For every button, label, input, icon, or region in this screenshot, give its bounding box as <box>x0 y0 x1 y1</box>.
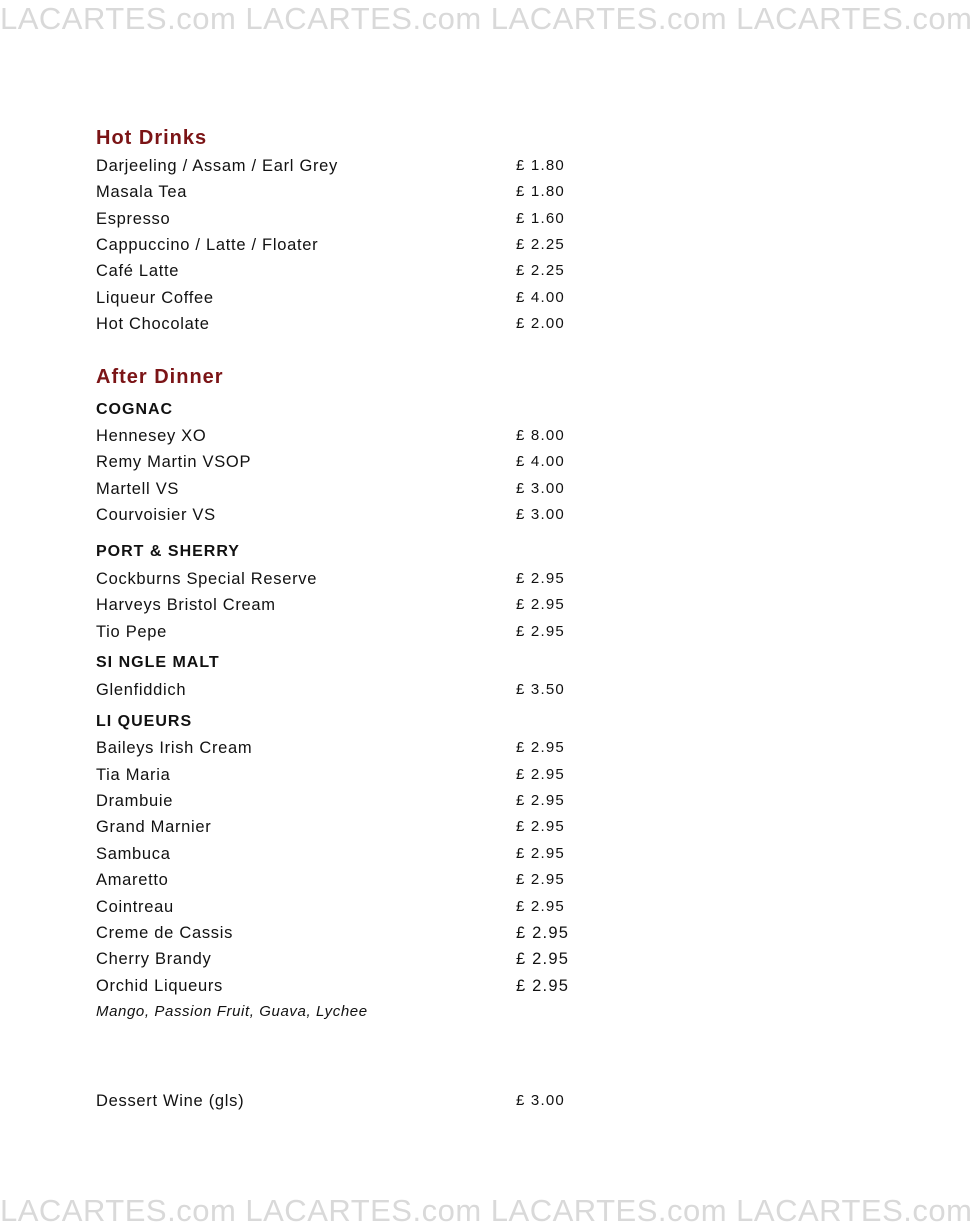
menu-item-name: Glenfiddich <box>96 681 187 699</box>
menu-item <box>96 975 596 997</box>
menu-item-price: £ 2.95 <box>516 924 570 942</box>
menu-item-price: £ 8.00 <box>516 427 565 444</box>
port-sherry-heading: PORT & SHERRY <box>96 543 240 560</box>
menu-item-price: £ 4.00 <box>516 453 565 470</box>
menu-item-name: Grand Marnier <box>96 818 212 836</box>
menu-item-price: £ 2.95 <box>516 871 565 888</box>
menu-item-price: £ 2.95 <box>516 792 565 809</box>
menu-item-name: Espresso <box>96 210 171 228</box>
menu-item-name: Sambuca <box>96 845 171 863</box>
menu-item <box>96 843 596 865</box>
menu-item-name: Cappuccino / Latte / Floater <box>96 236 319 254</box>
menu-item-price: £ 2.25 <box>516 262 565 279</box>
menu-item-price: £ 4.00 <box>516 289 565 306</box>
menu-item-name: Remy Martin VSOP <box>96 453 252 471</box>
menu-item-name: Martell VS <box>96 480 180 498</box>
menu-item-name: Baileys Irish Cream <box>96 739 253 757</box>
menu-item <box>96 896 596 918</box>
menu-item-price: £ 2.95 <box>516 845 565 862</box>
menu-item <box>96 816 596 838</box>
cognac-heading: COGNAC <box>96 401 174 418</box>
menu-item-price: £ 3.00 <box>516 480 565 497</box>
menu-item <box>96 504 596 526</box>
menu-item <box>96 181 596 203</box>
menu-item-name: Masala Tea <box>96 183 188 201</box>
menu-item-price: £ 2.95 <box>516 766 565 783</box>
menu-item <box>96 234 596 256</box>
menu-item-price: £ 2.95 <box>516 898 565 915</box>
menu-item-name: Orchid Liqueurs <box>96 977 223 995</box>
menu-item-name: Darjeeling / Assam / Earl Grey <box>96 157 338 175</box>
menu-item <box>96 922 596 944</box>
watermark-bottom: LACARTES.com LACARTES.com LACARTES.com LACARTES.com <box>0 1193 972 1228</box>
menu-item-name: Café Latte <box>96 262 180 280</box>
menu-item-price: £ 2.00 <box>516 315 565 332</box>
menu-item-name: Hot Chocolate <box>96 315 210 333</box>
menu-item <box>96 313 596 335</box>
menu-item-name: Courvoisier VS <box>96 506 216 524</box>
menu-item <box>96 679 596 701</box>
menu-item-name: Hennesey XO <box>96 427 207 445</box>
menu-item <box>96 208 596 230</box>
menu-item <box>96 478 596 500</box>
menu-item-name: Liqueur Coffee <box>96 289 214 307</box>
menu-item-price: £ 2.25 <box>516 236 565 253</box>
menu-item-name: Creme de Cassis <box>96 924 234 942</box>
menu-item <box>96 287 596 309</box>
menu-item <box>96 155 596 177</box>
menu-item <box>96 451 596 473</box>
menu-item <box>96 1090 596 1112</box>
menu-item-name: Dessert Wine (gls) <box>96 1092 245 1110</box>
menu-item-name: Amaretto <box>96 871 169 889</box>
menu-item-price: £ 2.95 <box>516 950 570 968</box>
menu-item-price: £ 2.95 <box>516 977 570 995</box>
menu-item-price: £ 2.95 <box>516 570 565 587</box>
menu-item-price: £ 2.95 <box>516 596 565 613</box>
menu-item <box>96 425 596 447</box>
menu-item-price: £ 2.95 <box>516 818 565 835</box>
menu-item-price: £ 3.00 <box>516 506 565 523</box>
liqueurs-heading: LI QUEURS <box>96 713 193 730</box>
menu-item <box>96 869 596 891</box>
menu-item <box>96 568 596 590</box>
menu-item-price: £ 3.00 <box>516 1092 565 1109</box>
menu-item-price: £ 3.50 <box>516 681 565 698</box>
menu-item-name: Drambuie <box>96 792 174 810</box>
menu-item-name: Harveys Bristol Cream <box>96 596 276 614</box>
menu-item-price: £ 1.80 <box>516 183 565 200</box>
menu-item <box>96 764 596 786</box>
menu-item-price: £ 1.60 <box>516 210 565 227</box>
menu-item-price: £ 2.95 <box>516 623 565 640</box>
menu-item <box>96 790 596 812</box>
orchid-liqueurs-flavours-note: Mango, Passion Fruit, Guava, Lychee <box>96 1003 368 1020</box>
menu-item <box>96 948 596 970</box>
hot-drinks-heading: Hot Drinks <box>96 127 208 149</box>
menu-item <box>96 621 596 643</box>
menu-item-price: £ 2.95 <box>516 739 565 756</box>
watermark-top: LACARTES.com LACARTES.com LACARTES.com LACARTES.com <box>0 1 972 36</box>
menu-item-price: £ 1.80 <box>516 157 565 174</box>
menu-item <box>96 737 596 759</box>
menu-item-name: Tio Pepe <box>96 623 168 641</box>
menu-item <box>96 594 596 616</box>
menu-item-name: Tia Maria <box>96 766 171 784</box>
menu-item-name: Cockburns Special Reserve <box>96 570 318 588</box>
single-malt-heading: SI NGLE MALT <box>96 654 220 671</box>
after-dinner-heading: After Dinner <box>96 366 224 388</box>
menu-item <box>96 260 596 282</box>
menu-item-name: Cointreau <box>96 898 174 916</box>
menu-item-name: Cherry Brandy <box>96 950 212 968</box>
